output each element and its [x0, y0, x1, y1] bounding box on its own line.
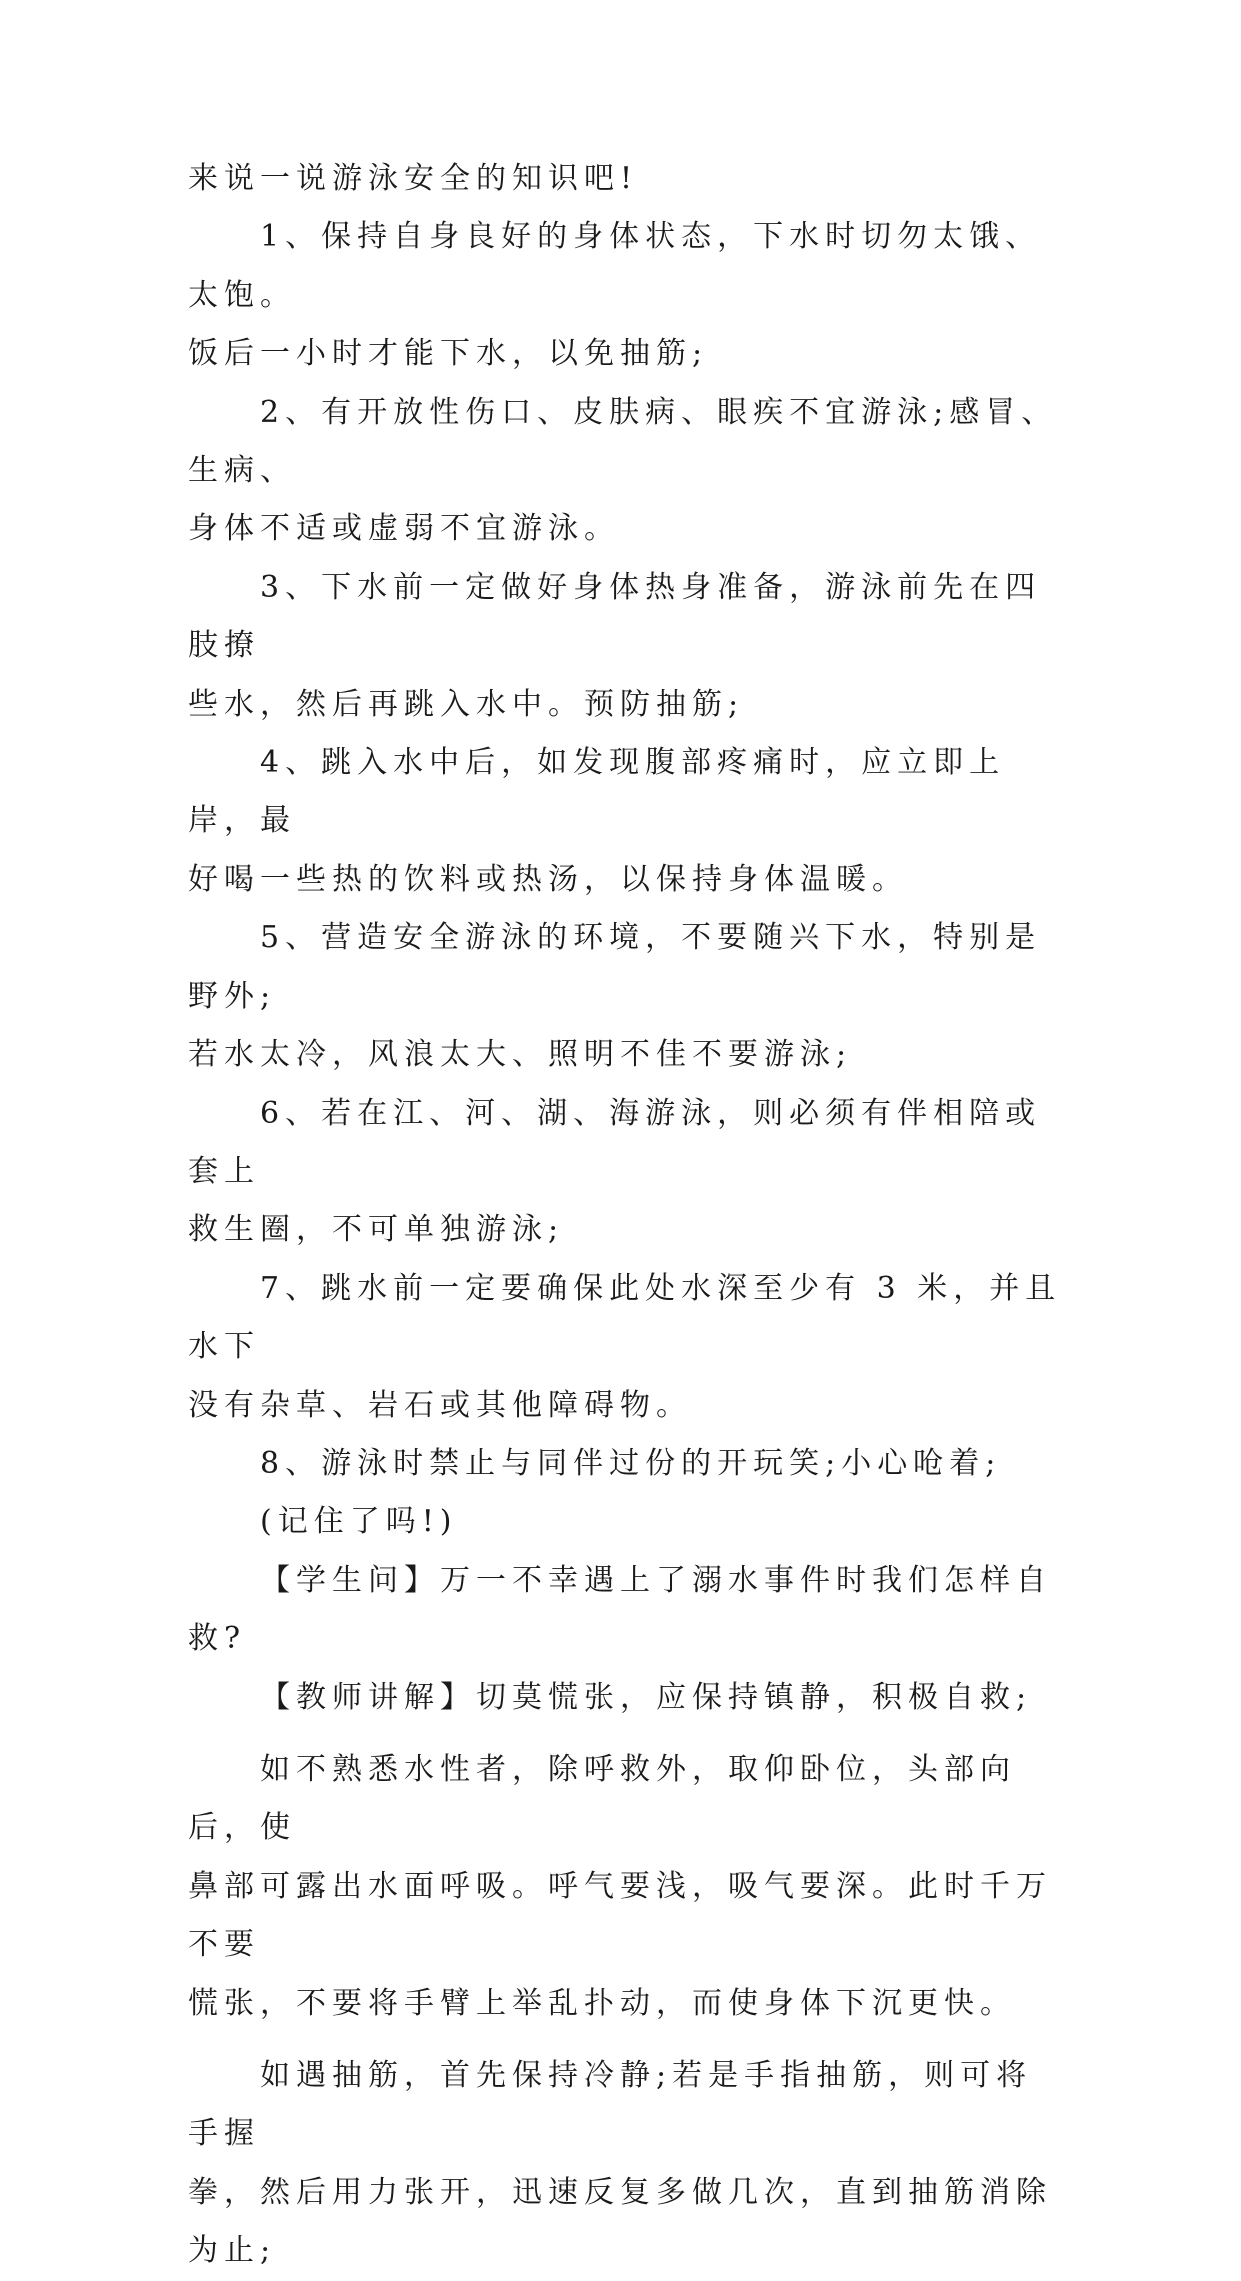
paragraph-rule-6: 6、若在江、河、湖、海游泳，则必须有伴相陪或套上 救生圈，不可单独游泳;: [188, 1095, 1042, 1248]
paragraph-rule-8: 8、游泳时禁止与同伴过份的开玩笑;小心呛着;: [260, 1445, 1002, 1481]
paragraph-rule-1: 1、保持自身良好的身体状态，下水时切勿太饿、太饱。 饭后一小时才能下水，以免抽筋;: [188, 219, 1042, 372]
paragraph-intro: 来说一说游泳安全的知识吧!: [188, 161, 639, 196]
paragraph-rule-7: 7、跳水前一定要确保此处水深至少有 3 米，并且水下 没有杂草、岩石或其他障碍物。: [188, 1270, 1062, 1423]
document-body: [188, 150, 1068, 2281]
paragraph-teacher-explanation: 【教师讲解】切莫慌张，应保持镇静，积极自救;: [260, 1679, 1033, 1715]
paragraph-reminder: (记住了吗!): [260, 1504, 458, 1540]
paragraph-cramp: 如遇抽筋，首先保持冷静;若是手指抽筋，则可将手握 拳，然后用力张开，迅速反复多做几次，直到抽筋消除为止;: [188, 2058, 1052, 2269]
paragraph-rule-3: 3、下水前一定做好身体热身准备，游泳前先在四肢撩 些水，然后再跳入水中。预防抽筋;: [188, 569, 1042, 722]
paragraph-rule-2: 2、有开放性伤口、皮肤病、眼疾不宜游泳;感冒、生病、 身体不适或虚弱不宜游泳。: [188, 394, 1058, 547]
paragraph-self-rescue: 如不熟悉水性者，除呼救外，取仰卧位，头部向后，使 鼻部可露出水面呼吸。呼气要浅，吸气要深。此时千万不要 慌张，不要将手臂上举乱扑动，而使身体下沉更快。: [188, 1751, 1052, 2021]
paragraph-student-question: 【学生问】万一不幸遇上了溺水事件时我们怎样自救?: [188, 1562, 1052, 1657]
paragraph-rule-5: 5、营造安全游泳的环境，不要随兴下水，特别是野外; 若水太冷，风浪太大、照明不佳不要游泳;: [188, 920, 1042, 1073]
paragraph-rule-4: 4、跳入水中后，如发现腹部疼痛时，应立即上岸，最 好喝一些热的饮料或热汤，以保持身体温暖。: [188, 745, 1006, 897]
